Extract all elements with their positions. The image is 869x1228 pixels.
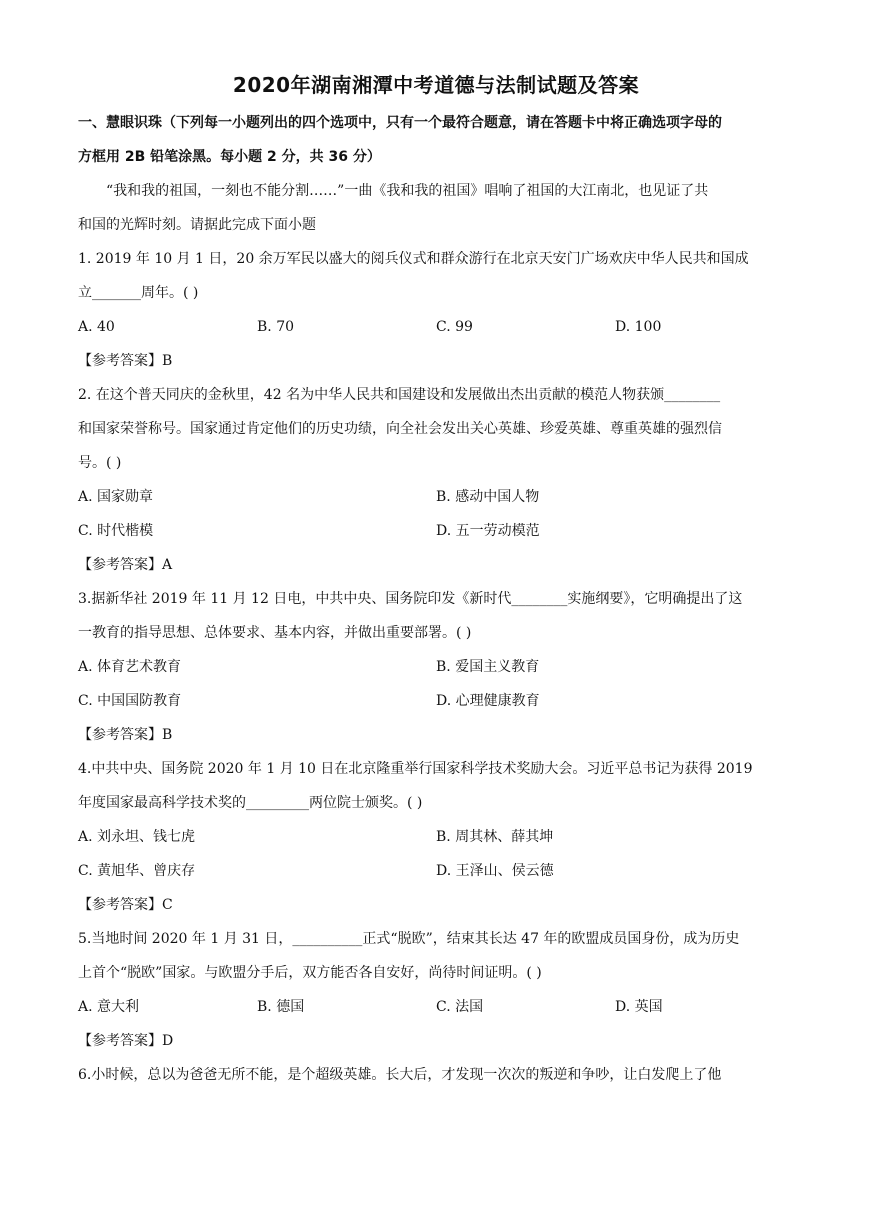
- question-line: 一教育的指导思想、总体要求、基本内容，并做出重要部署。( ): [78, 625, 472, 641]
- reference-answer: 【参考答案】A: [78, 557, 173, 573]
- option-c: C. 黄旭华、曾庆存: [78, 863, 196, 879]
- question-line: 6.小时候，总以为爸爸无所不能，是个超级英雄。长大后，才发现一次次的叛逆和争吵，让白发爬上了他: [78, 1067, 722, 1083]
- question-stem: [78, 242, 794, 310]
- question-line: 年度国家最高科学技术奖的_________两位院士颁奖。( ): [78, 795, 423, 811]
- option-list: [78, 480, 794, 548]
- reference-answer: 【参考答案】C: [78, 897, 173, 913]
- question-5: [78, 922, 794, 1058]
- question-4: [78, 752, 794, 922]
- option-list: [78, 650, 794, 718]
- question-line: 立_______周年。( ): [78, 285, 199, 301]
- option-a: A. 国家勋章: [78, 489, 154, 505]
- question-line: 和国家荣誉称号。国家通过肯定他们的历史功绩，向全社会发出关心英雄、珍爱英雄、尊重英雄的强烈信: [78, 421, 722, 437]
- option-c: C. 中国国防教育: [78, 693, 182, 709]
- question-stem: [78, 922, 794, 990]
- option-d: D. 心理健康教育: [436, 693, 540, 709]
- option-a: A. 体育艺术教育: [78, 659, 182, 675]
- option-d: D. 100: [615, 319, 662, 335]
- option-b: B. 70: [257, 319, 295, 335]
- question-3: [78, 582, 794, 752]
- reference-answer: 【参考答案】D: [78, 1033, 174, 1049]
- option-list: [78, 820, 794, 888]
- option-d: D. 五一劳动模范: [436, 523, 540, 539]
- section-heading-line-1: 一、慧眼识珠（下列每一小题列出的四个选项中，只有一个最符合题意，请在答题卡中将正确选项字母的: [78, 115, 722, 131]
- question-line: 上首个“脱欧”国家。与欧盟分手后，双方能否各自安好，尚待时间证明。( ): [78, 965, 542, 981]
- question-line: 4.中共中央、国务院 2020 年 1 月 10 日在北京隆重举行国家科学技术奖励大会。习近平总书记为获得 2019: [78, 761, 753, 777]
- question-line: 5.当地时间 2020 年 1 月 31 日，__________正式“脱欧”，结束其长达 47 年的欧盟成员国身份，成为历史: [78, 931, 740, 947]
- question-stem: [78, 582, 794, 650]
- document-page: [78, 70, 794, 1092]
- option-b: B. 爱国主义教育: [436, 659, 540, 675]
- page-title: 2020年湖南湘潭中考道德与法制试题及答案: [232, 73, 640, 97]
- option-a: A. 40: [78, 319, 115, 335]
- question-6: [78, 1058, 794, 1092]
- intro-line-2: 和国的光辉时刻。请据此完成下面小题: [78, 217, 316, 233]
- question-1: [78, 242, 794, 378]
- option-b: B. 感动中国人物: [436, 489, 540, 505]
- option-b: B. 德国: [257, 999, 305, 1015]
- intro-line-1: “我和我的祖国，一刻也不能分割……”一曲《我和我的祖国》唱响了祖国的大江南北，也见证了共: [106, 183, 709, 199]
- option-c: C. 99: [436, 319, 473, 335]
- option-c: C. 法国: [436, 999, 484, 1015]
- option-a: A. 刘永坦、钱七虎: [78, 829, 196, 845]
- question-stem: [78, 378, 794, 480]
- reference-answer: 【参考答案】B: [78, 353, 173, 369]
- option-b: B. 周其林、薛其坤: [436, 829, 554, 845]
- option-list: [78, 310, 794, 344]
- section-heading: [78, 106, 794, 174]
- intro-paragraph: [78, 174, 794, 242]
- question-line: 1. 2019 年 10 月 1 日，20 余万军民以盛大的阅兵仪式和群众游行在北京天安门广场欢庆中华人民共和国成: [78, 251, 749, 267]
- reference-answer: 【参考答案】B: [78, 727, 173, 743]
- question-2: [78, 378, 794, 582]
- question-stem: [78, 1058, 794, 1092]
- section-heading-line-2: 方框用 2B 铅笔涂黑。每小题 2 分，共 36 分）: [78, 149, 381, 165]
- question-line: 3.据新华社 2019 年 11 月 12 日电，中共中央、国务院印发《新时代________实施纲要》，它明确提出了这: [78, 591, 743, 607]
- question-stem: [78, 752, 794, 820]
- option-d: D. 王泽山、侯云德: [436, 863, 554, 879]
- question-line: 号。( ): [78, 455, 122, 471]
- option-list: [78, 990, 794, 1024]
- option-c: C. 时代楷模: [78, 523, 154, 539]
- option-a: A. 意大利: [78, 999, 140, 1015]
- option-d: D. 英国: [615, 999, 663, 1015]
- question-line: 2. 在这个普天同庆的金秋里，42 名为中华人民共和国建设和发展做出杰出贡献的模范人物获颁________: [78, 387, 721, 403]
